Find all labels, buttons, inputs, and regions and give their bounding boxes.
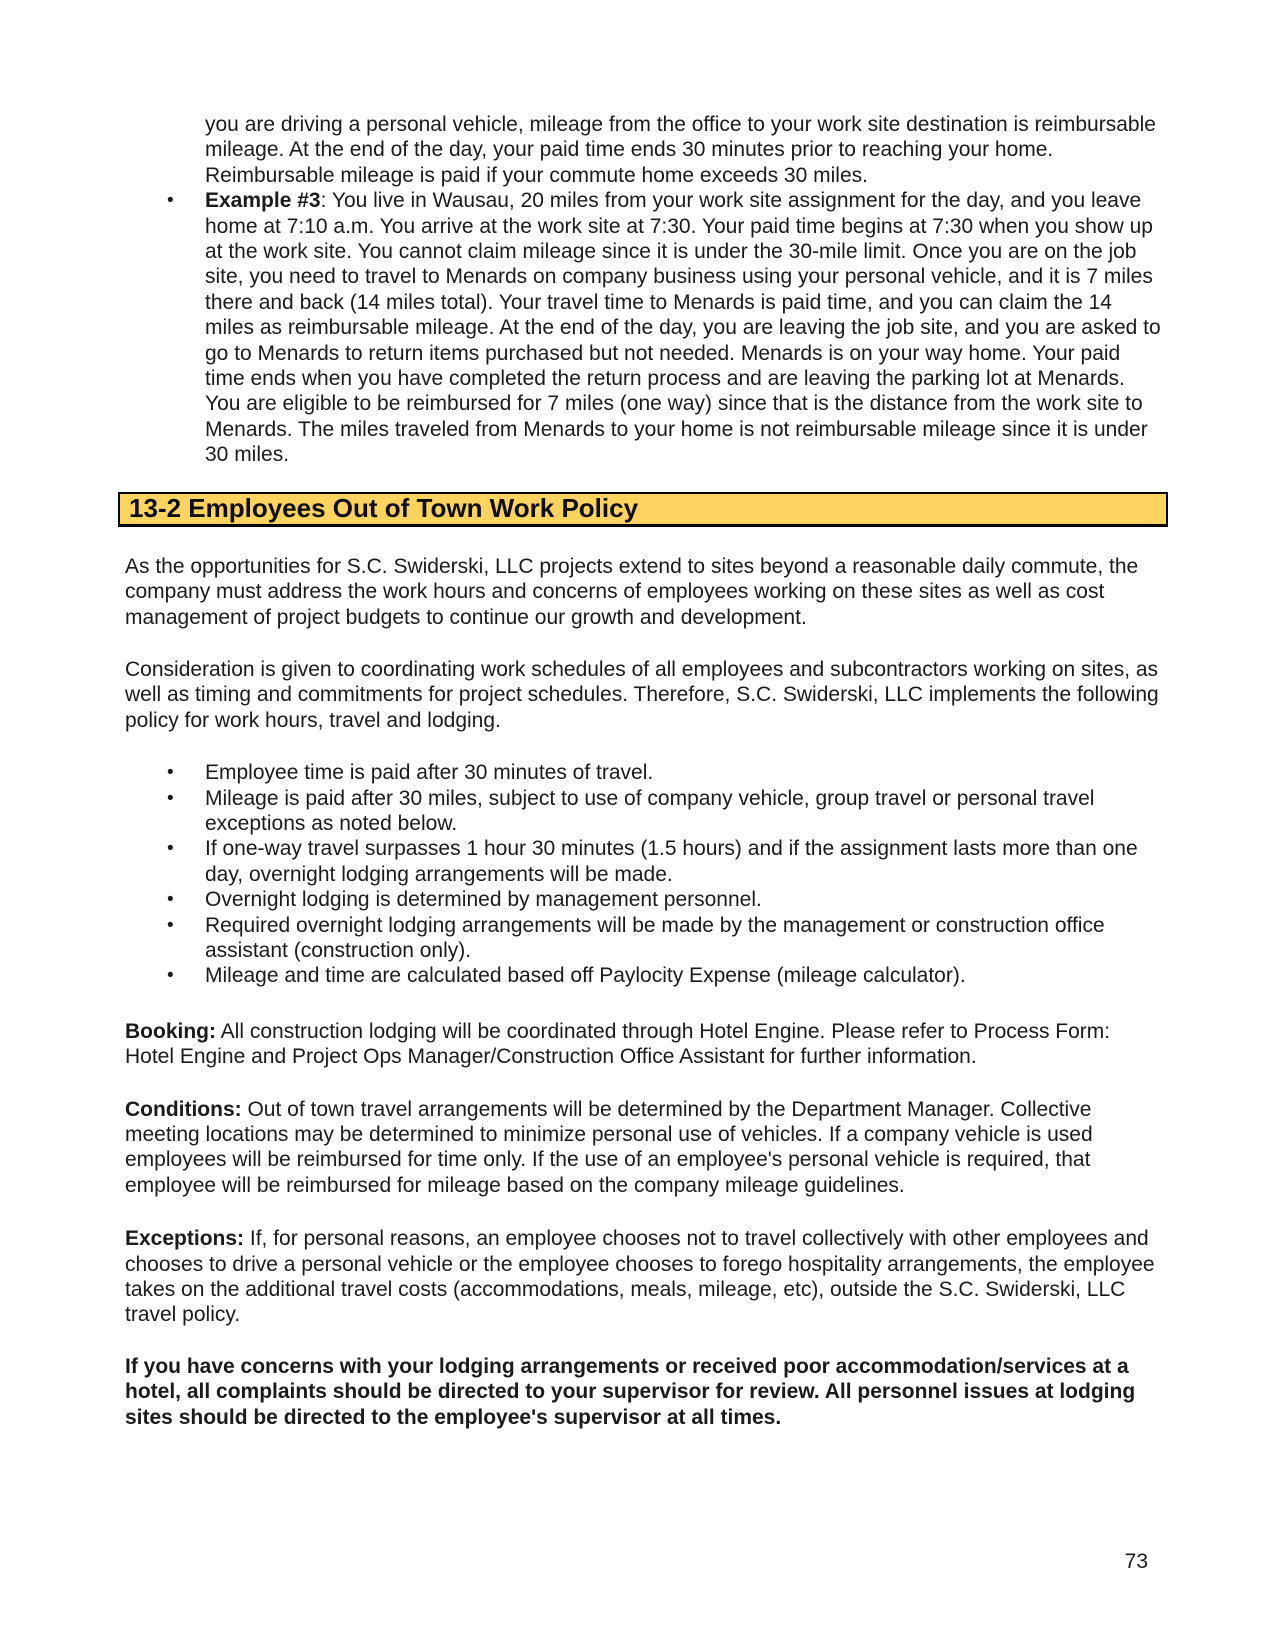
list-item: [125, 913, 1161, 964]
example-3-label: Example #3: [205, 189, 321, 213]
list-item: [125, 836, 1161, 887]
intro-paragraph-2: Consideration is given to coordinating work schedules of all employees and subcontractors working on sites, as well as timing and commitments for project schedules. Therefore, S.C. Swiderski, LLC implements the following policy for work hours, travel and lodging.: [125, 657, 1159, 732]
bullet-icon: •: [167, 787, 174, 809]
exceptions-text: If, for personal reasons, an employee chooses not to travel collectively with other employees and chooses to drive a personal vehicle or the employee chooses to forego hospitality arrangements, the employee takes on the additional travel costs (accommodations, meals, mileage, etc), outside the S.C. Swiderski, LLC travel policy.: [125, 1227, 1155, 1327]
exceptions-label: Exceptions:: [125, 1227, 245, 1251]
booking-paragraph: [125, 1019, 1161, 1070]
bullet-icon: •: [167, 190, 174, 212]
conditions-paragraph: [125, 1097, 1161, 1199]
bullet-icon: •: [167, 838, 174, 860]
booking-label: Booking:: [125, 1019, 216, 1043]
list-item-text: Mileage is paid after 30 miles, subject to use of company vehicle, group travel or personal travel exceptions as noted below.: [205, 786, 1095, 835]
list-item-text: Employee time is paid after 30 minutes of travel.: [205, 761, 654, 785]
intro-paragraph-1: As the opportunities for S.C. Swiderski, LLC projects extend to sites beyond a reasonable daily commute, the company must address the work hours and concerns of employees working on these sites as well as cost management of project budgets to continue our growth and development.: [125, 554, 1139, 629]
lodging-complaints-notice: If you have concerns with your lodging arrangements or received poor accommodation/services at a hotel, all complaints should be directed to your supervisor for review. All personnel issues at lodging sites should be directed to the employee's supervisor at all times.: [125, 1354, 1136, 1429]
bullet-icon: •: [167, 965, 174, 987]
bullet-icon: •: [167, 762, 174, 784]
list-item-text: If one-way travel surpasses 1 hour 30 minutes (1.5 hours) and if the assignment lasts more than one day, overnight lodging arrangements will be made.: [205, 837, 1138, 886]
list-item-text: Mileage and time are calculated based off Paylocity Expense (mileage calculator).: [205, 964, 966, 988]
exceptions-paragraph: [125, 1226, 1161, 1328]
section-heading: 13-2 Employees Out of Town Work Policy: [118, 492, 1168, 527]
page-number: 73: [1124, 1550, 1148, 1573]
list-item-text: Overnight lodging is determined by management personnel.: [205, 888, 762, 912]
mileage-continuation-paragraph: you are driving a personal vehicle, mileage from the office to your work site destination is reimbursable mileage. At the end of the day, your paid time ends 30 minutes prior to reaching your home. Reimbursable mileage is paid if your commute home exceeds 30 miles.: [205, 113, 1156, 187]
conditions-text: Out of town travel arrangements will be determined by the Department Manager. Collective meeting locations may be determined to minimize personal use of vehicles. If a company vehicle is used employees will be reimbursed for time only. If the use of an employee's personal vehicle is required, that employee will be reimbursed for mileage based on the company mileage guidelines.: [125, 1097, 1093, 1197]
bullet-icon: •: [167, 889, 174, 911]
example-3-text: : You live in Wausau, 20 miles from your work site assignment for the day, and you leave home at 7:10 a.m. You arrive at the work site at 7:30. Your paid time begins at 7:30 when you show up at the work site. You cannot claim mileage since it is under the 30-mile limit. Once you are on the job site, you need to travel to Menards on company business using your personal vehicle, and it is 7 miles there and back (14 miles total). Your travel time to Menards is paid time, and you can claim the 14 miles as reimbursable mileage. At the end of the day, you are leaving the job site, and you are asked to go to Menards to return items purchased but not needed. Menards is on your way home. Your paid time ends when you have completed the return process and are leaving the parking lot at Menards. You are eligible to be reimbursed for 7 miles (one way) since that is the distance from the work site to Menards. The miles traveled from Menards to your home is not reimbursable mileage since it is under 30 miles.: [205, 189, 1161, 467]
list-item: [125, 786, 1161, 837]
policy-bullet-list: [125, 760, 1161, 989]
list-item-text: Required overnight lodging arrangements will be made by the management or construction office assistant (construction only).: [205, 913, 1105, 962]
booking-text: All construction lodging will be coordinated through Hotel Engine. Please refer to Process Form: Hotel Engine and Project Ops Manager/Construction Office Assistant for further information.: [125, 1019, 1111, 1069]
example-3-list-item: [125, 188, 1161, 467]
list-item: [125, 963, 1161, 988]
list-item: [125, 887, 1161, 912]
bullet-icon: •: [167, 914, 174, 936]
list-item: [125, 760, 1161, 785]
conditions-label: Conditions:: [125, 1097, 242, 1121]
